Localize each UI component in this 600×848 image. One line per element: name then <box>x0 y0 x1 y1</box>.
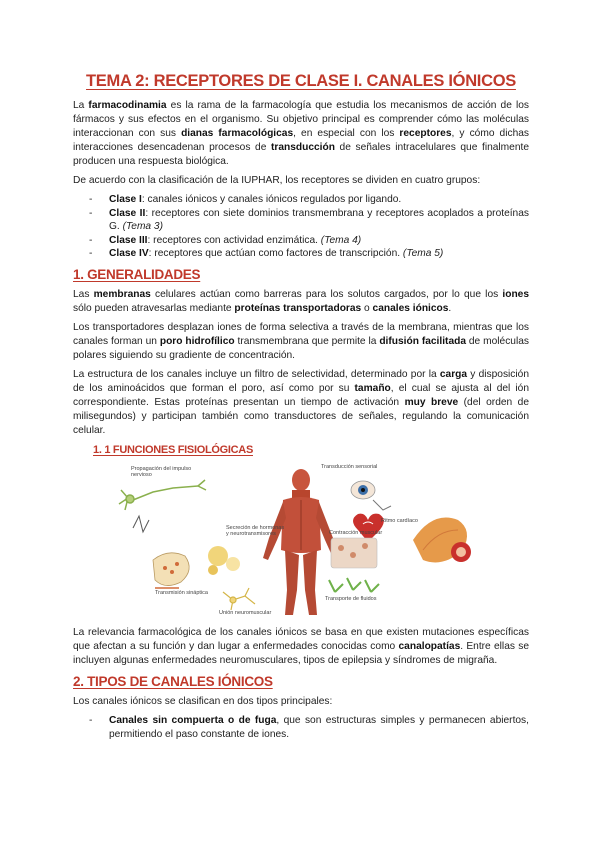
document-page <box>73 72 529 746</box>
bold-term: canalopatías <box>398 640 461 652</box>
bold-term: receptores <box>399 128 452 139</box>
eye-illustration <box>351 481 391 510</box>
human-body-illustration <box>263 469 339 615</box>
bold-term: canales iónicos <box>372 302 449 314</box>
bold-term: farmacodinamia <box>88 100 167 111</box>
bold-term: carga <box>439 368 468 380</box>
neuron-illustration <box>119 480 206 510</box>
section-heading-tipos: 2. TIPOS DE CANALES IÓNICOS <box>73 673 273 689</box>
section-heading-generalidades: 1. GENERALIDADES <box>73 266 201 282</box>
figure-illustration <box>73 460 529 620</box>
bold-term: Clase III <box>109 234 148 246</box>
fluid-transport-illustration <box>329 578 379 592</box>
paragraph: La relevancia farmacológica de los canales iónicos se basa en que existen mutaciones específicas que afectan a su función y dan lugar a enfermedades conocidas como canalopatías. Entre ellas se incluyen algunas enfermedades neuromusculares, tipos de epilepsia y síndromes de migraña. <box>73 626 529 666</box>
tissue-illustration <box>331 538 377 568</box>
paragraph: Las membranas celulares actúan como barreras para los solutos cargados, por lo que los iones sólo pueden atravesarlas mediante proteínas transportadoras o canales iónicos. <box>73 288 529 314</box>
bold-term: proteínas transportadoras <box>234 302 362 314</box>
bold-term: difusión facilitada <box>379 335 466 347</box>
subsection-heading-funciones: 1. 1 FUNCIONES FISIOLÓGICAS <box>93 443 253 456</box>
bold-term: Clase IV <box>109 248 149 260</box>
page-title: TEMA 2: RECEPTORES DE CLASE I. CANALES IÓNICOS <box>86 72 516 90</box>
bold-term: iones <box>502 288 529 300</box>
bold-term: tamaño <box>354 382 391 394</box>
bold-term: muy breve <box>404 396 459 408</box>
topic-reference: (Tema 5) <box>402 248 444 260</box>
intro-paragraph: La farmacodinamia es la rama de la farmacología que estudia los mecanismos de acción de los fármacos y sus efectos en el organismo. Su objetivo principal es comprender cómo las moléculas interaccionan con sus dianas farmacológicas, en especial con los receptores, y cómo dichas interacciones desencadenan procesos de transducción de señales intracelulares que finalmente producen una respuesta biológica. <box>73 100 529 167</box>
neuromuscular-illustration <box>223 588 255 610</box>
bold-term: Clase I <box>109 194 142 205</box>
list-item: - Clase II: receptores con siete dominios transmembrana y receptores acoplados a proteínas G. (Tema 3) <box>73 207 529 234</box>
muscle-fiber-illustration <box>413 517 471 562</box>
list-item: - Clase I: canales iónicos y canales iónicos regulados por ligando. <box>73 193 529 207</box>
figure-label: Transducción sensorial <box>321 463 378 470</box>
topic-reference: (Tema 4) <box>320 234 362 246</box>
synapse-illustration <box>153 553 189 588</box>
bold-term: poro hidrofílico <box>159 335 235 347</box>
classification-paragraph: De acuerdo con la clasificación de la IUPHAR, los receptores se dividen en cuatro grupos: <box>73 175 481 186</box>
figure-label: Transporte de fluidos <box>325 595 377 602</box>
figure-label: Secreción de hormonas y neurotransmisores <box>226 524 285 537</box>
figure-label: Unión neuromuscular <box>219 609 272 616</box>
list-item: - Clase IV: receptores que actúan como factores de transcripción. (Tema 5) <box>73 247 529 261</box>
bold-term: dianas farmacológicas <box>181 128 294 139</box>
topic-reference: (Tema 3) <box>122 221 163 233</box>
paragraph: La estructura de los canales incluye un filtro de selectividad, determinado por la carga y disposición de los aminoácidos que forman el poro, así como por su tamaño, el cual se ajusta al del ión correspondiente. Estas proteínas presentan un tiempo de activación muy breve (del orden de milisegundos) y participan también como transductores de señales, regulando la comunicación celular. <box>73 368 530 436</box>
paragraph: Los transportadores desplazan iones de forma selectiva a través de la membrana, mientras que los canales forman un poro hidrofílico transmembrana que permite la difusión facilitada de moléculas polares siguiendo su gradiente de concentración. <box>73 321 529 361</box>
list-item: - Canales sin compuerta o de fuga, que son estructuras simples y permanecen abiertos, permitiendo el paso constante de iones. <box>73 714 529 741</box>
figure-label: Propagación del impulso nervioso <box>131 465 192 478</box>
list-item: - Clase III: receptores con actividad enzimática. (Tema 4) <box>73 234 529 248</box>
bold-term: Clase II <box>109 207 146 219</box>
bold-term: membranas <box>93 288 151 300</box>
receptor-class-list <box>73 193 529 261</box>
figure-label: Contracción muscular <box>329 529 383 536</box>
bold-term: transducción <box>270 142 335 153</box>
figure-label: Transmisión sináptica <box>155 589 208 596</box>
bold-term: Canales sin compuerta o de fuga <box>109 714 277 726</box>
secretion-illustration <box>208 546 240 575</box>
paragraph: Los canales iónicos se clasifican en dos tipos principales: <box>73 695 333 707</box>
channel-type-list <box>73 714 529 741</box>
figure-label: Ritmo cardíaco <box>381 517 418 524</box>
physiological-functions-figure <box>73 460 529 620</box>
